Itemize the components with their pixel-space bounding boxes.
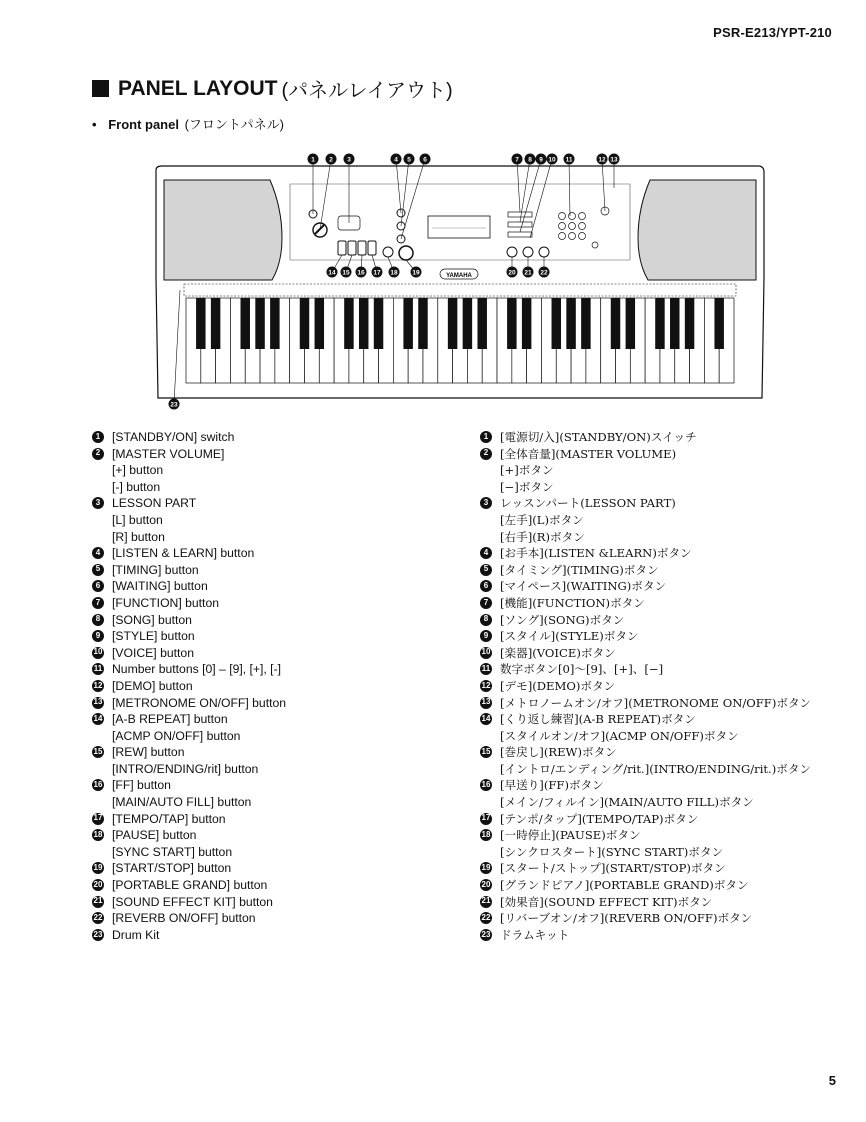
callout-number-icon: 13 [92, 697, 104, 709]
ja-item-label: [デモ](DEMO)ボタン [500, 678, 616, 693]
ja-item-subline: [イントロ/エンディング/rit.](INTRO/ENDING/rit.)ボタン [500, 761, 812, 776]
callout-number-icon: 12 [480, 680, 492, 692]
ja-item [480, 545, 850, 562]
black-key [270, 298, 279, 349]
en-item [92, 595, 462, 612]
ja-item-label: [お手本](LISTEN &LEARN)ボタン [500, 546, 692, 561]
ja-item-label: [メトロノームオン/オフ](METRONOME ON/OFF)ボタン [500, 695, 812, 710]
black-key [463, 298, 472, 349]
en-item [92, 695, 462, 712]
en-item [92, 777, 462, 794]
ja-item-label: [グランドピアノ](PORTABLE GRAND)ボタン [500, 878, 749, 893]
ja-item [480, 661, 850, 678]
callout-number-icon: 14 [92, 713, 104, 725]
black-key [655, 298, 664, 349]
ja-item-label: [スタート/ストップ](START/STOP)ボタン [500, 861, 726, 876]
en-item [92, 827, 462, 844]
callout-number-icon: 9 [480, 630, 492, 642]
black-key [566, 298, 575, 349]
ja-item-label: [一時停止](PAUSE)ボタン [500, 828, 641, 843]
black-key [581, 298, 590, 349]
section-title-jp: (パネルレイアウト) [281, 80, 453, 102]
ja-item-subline: [スタイルオン/オフ](ACMP ON/OFF)ボタン [500, 728, 739, 743]
callout-number-icon: 9 [92, 630, 104, 642]
en-item-label: [REW] button [112, 745, 185, 760]
black-key [626, 298, 635, 349]
ja-item [480, 910, 850, 927]
callout-number: 8 [528, 156, 532, 164]
ja-item [480, 777, 850, 794]
ja-item-subline: [シンクロスタート](SYNC START)ボタン [500, 844, 724, 859]
en-item-label: Number buttons [0] – [9], [+], [-] [112, 662, 282, 677]
callout-number-icon: 19 [480, 862, 492, 874]
callout-number-icon: 10 [92, 647, 104, 659]
black-key [241, 298, 250, 349]
callout-number-icon: 18 [92, 829, 104, 841]
callout-number-icon: 7 [480, 597, 492, 609]
black-key [611, 298, 620, 349]
ja-item [480, 711, 850, 728]
callout-number: 9 [539, 156, 543, 164]
callout-number-icon: 21 [480, 896, 492, 908]
callout-number-icon: 11 [92, 663, 104, 675]
black-key [374, 298, 383, 349]
en-item [92, 645, 462, 662]
en-item-subline: [+] button [112, 463, 164, 478]
ja-item [480, 628, 850, 645]
ja-item-label: [機能](FUNCTION)ボタン [500, 595, 645, 610]
en-item [92, 860, 462, 877]
callout-number-icon: 6 [480, 580, 492, 592]
callout-number-icon: 1 [480, 431, 492, 443]
black-key [255, 298, 264, 349]
callout-number: 14 [328, 269, 336, 277]
callout-number: 12 [598, 156, 606, 164]
ja-item-label: [効果音](SOUND EFFECT KIT)ボタン [500, 894, 713, 909]
callout-number-icon: 23 [480, 929, 492, 941]
callout-number-icon: 14 [480, 713, 492, 725]
ja-item-label: [楽器](VOICE)ボタン [500, 645, 616, 660]
square-bullet-icon [92, 80, 109, 97]
callout-number: 19 [412, 269, 420, 277]
en-item-label: [SONG] button [112, 612, 192, 627]
callout-number-icon: 2 [480, 448, 492, 460]
parts-list-english [92, 429, 462, 943]
ja-item [480, 927, 850, 944]
en-item [92, 661, 462, 678]
callout-number: 22 [540, 269, 548, 277]
ja-item [480, 860, 850, 877]
en-item [92, 495, 462, 512]
en-item-label: [LISTEN & LEARN] button [112, 546, 255, 561]
ja-item-label: [ソング](SONG)ボタン [500, 612, 625, 627]
en-item [92, 628, 462, 645]
black-key [522, 298, 531, 349]
callout-number-icon: 22 [92, 912, 104, 924]
callout-number-icon: 15 [92, 746, 104, 758]
page-number: 5 [828, 1073, 836, 1088]
black-key [418, 298, 427, 349]
ja-item-label: 数字ボタン[0]〜[9]、[+]、[−] [500, 662, 664, 677]
callout-number: 4 [394, 156, 398, 164]
callout-number: 7 [515, 156, 519, 164]
callout-number: 23 [170, 401, 178, 409]
ja-item-subline: [右手](R)ボタン [500, 529, 585, 544]
callout-number-icon: 22 [480, 912, 492, 924]
en-item-subline: [SYNC START] button [112, 844, 233, 859]
en-item [92, 446, 462, 463]
subsection-title [92, 114, 284, 133]
black-key [211, 298, 220, 349]
en-item [92, 429, 462, 446]
parts-list-japanese [480, 429, 850, 943]
black-key [403, 298, 412, 349]
callout-number-icon: 5 [92, 564, 104, 576]
ja-item-subline: [+]ボタン [500, 463, 554, 478]
ja-item [480, 811, 850, 828]
callout-number: 10 [548, 156, 556, 164]
callout-number-icon: 3 [480, 497, 492, 509]
ja-item-label: [早送り](FF)ボタン [500, 778, 604, 793]
en-item-label: [TIMING] button [112, 562, 199, 577]
callout-number: 1 [311, 156, 315, 164]
ja-item-label: [テンポ/タップ](TEMPO/TAP)ボタン [500, 811, 699, 826]
callout-number: 11 [565, 156, 573, 164]
callout-number-icon: 4 [480, 547, 492, 559]
ja-item [480, 562, 850, 579]
en-item-label: [PORTABLE GRAND] button [112, 878, 268, 893]
ja-item-label: [スタイル](STYLE)ボタン [500, 629, 639, 644]
callout-number-icon: 3 [92, 497, 104, 509]
en-item-label: LESSON PART [112, 496, 197, 511]
callout-number: 16 [357, 269, 365, 277]
ja-item [480, 612, 850, 629]
en-item-label: [STANDBY/ON] switch [112, 430, 235, 444]
en-item [92, 927, 462, 944]
en-item [92, 894, 462, 911]
ja-item [480, 429, 850, 446]
black-key [552, 298, 561, 349]
ja-item-label: [全体音量](MASTER VOLUME) [500, 446, 677, 461]
en-item-subline: [ACMP ON/OFF] button [112, 728, 241, 743]
black-key [300, 298, 309, 349]
callout-number-icon: 4 [92, 547, 104, 559]
black-key [344, 298, 353, 349]
black-key [507, 298, 516, 349]
en-item [92, 711, 462, 728]
en-item-label: [METRONOME ON/OFF] button [112, 695, 287, 710]
callout-number: 20 [508, 269, 516, 277]
callout-number-icon: 17 [480, 813, 492, 825]
ja-item-label: レッスンパート(LESSON PART) [500, 496, 676, 511]
callout-number-icon: 13 [480, 697, 492, 709]
en-item-label: [A-B REPEAT] button [112, 712, 228, 727]
black-key [685, 298, 694, 349]
ja-item-subline: [左手](L)ボタン [500, 512, 584, 527]
en-item [92, 744, 462, 761]
callout-number-icon: 5 [480, 564, 492, 576]
callout-number-icon: 20 [92, 879, 104, 891]
en-item [92, 910, 462, 927]
en-item-label: [FUNCTION] button [112, 595, 220, 610]
en-item [92, 811, 462, 828]
en-item-label: [MASTER VOLUME] [112, 446, 225, 461]
ja-item-subline: [メイン/フィルイン](MAIN/AUTO FILL)ボタン [500, 795, 754, 810]
ja-item [480, 446, 850, 463]
brand-logo: YAMAHA [446, 273, 472, 279]
ja-item-label: [リバーブオン/オフ](REVERB ON/OFF)ボタン [500, 911, 753, 926]
en-item [92, 578, 462, 595]
ja-item [480, 877, 850, 894]
keyboard-keys [186, 298, 734, 383]
bullet-icon: • [92, 117, 97, 132]
en-item-label: [VOICE] button [112, 645, 194, 660]
subsection-title-en: Front panel [108, 117, 179, 132]
callout-number-icon: 7 [92, 597, 104, 609]
callout-number-icon: 21 [92, 896, 104, 908]
callout-number: 3 [347, 156, 351, 164]
ja-item [480, 744, 850, 761]
callout-number-icon: 16 [480, 779, 492, 791]
ja-item [480, 827, 850, 844]
callout-number-icon: 17 [92, 813, 104, 825]
callout-number-icon: 15 [480, 746, 492, 758]
ja-item [480, 678, 850, 695]
callout-number-icon: 12 [92, 680, 104, 692]
ja-item [480, 578, 850, 595]
callout-number: 15 [342, 269, 350, 277]
en-item-subline: [INTRO/ENDING/rit] button [112, 761, 259, 776]
keyboard-front-panel-diagram [150, 148, 770, 413]
en-item-label: [REVERB ON/OFF] button [112, 911, 256, 926]
black-key [315, 298, 324, 349]
black-key [670, 298, 679, 349]
en-item [92, 562, 462, 579]
en-item-subline: [L] button [112, 512, 163, 527]
en-item [92, 545, 462, 562]
en-item-label: [TEMPO/TAP] button [112, 811, 226, 826]
callout-number: 21 [524, 269, 532, 277]
callout-number-icon: 18 [480, 829, 492, 841]
en-item-label: [STYLE] button [112, 629, 195, 644]
ja-item-label: [電源切/入](STANDBY/ON)スイッチ [500, 430, 697, 444]
ja-item-label: [くり返し練習](A-B REPEAT)ボタン [500, 712, 696, 727]
en-item-label: [DEMO] button [112, 678, 193, 693]
ja-item [480, 894, 850, 911]
ja-item-label: [タイミング](TIMING)ボタン [500, 562, 659, 577]
black-key [714, 298, 723, 349]
callout-number: 2 [329, 156, 333, 164]
en-item-label: [WAITING] button [112, 579, 208, 594]
ja-item-subline: [−]ボタン [500, 479, 554, 494]
en-item-subline: [-] button [112, 479, 161, 494]
en-item-subline: [MAIN/AUTO FILL] button [112, 795, 252, 810]
callout-number: 13 [610, 156, 618, 164]
ja-item-label: [巻戻し](REW)ボタン [500, 745, 617, 760]
ja-item [480, 645, 850, 662]
callout-number-icon: 10 [480, 647, 492, 659]
en-item [92, 877, 462, 894]
section-title [92, 74, 453, 103]
en-item [92, 612, 462, 629]
black-key [196, 298, 205, 349]
callout-number-icon: 20 [480, 879, 492, 891]
callout-number-icon: 23 [92, 929, 104, 941]
black-key [448, 298, 457, 349]
callout-number-icon: 2 [92, 448, 104, 460]
ja-item [480, 595, 850, 612]
callout-number-icon: 11 [480, 663, 492, 675]
en-item-subline: [R] button [112, 529, 165, 544]
black-key [359, 298, 368, 349]
section-title-en: PANEL LAYOUT [118, 76, 278, 100]
en-item-label: [START/STOP] button [112, 861, 232, 876]
callout-number-icon: 8 [92, 614, 104, 626]
callout-number: 18 [390, 269, 398, 277]
callout-number-icon: 6 [92, 580, 104, 592]
callout-number-icon: 19 [92, 862, 104, 874]
en-item-label: [SOUND EFFECT KIT] button [112, 894, 273, 909]
en-item-label: [FF] button [112, 778, 171, 793]
ja-item [480, 695, 850, 712]
en-item-label: [PAUSE] button [112, 828, 197, 843]
callout-number-icon: 8 [480, 614, 492, 626]
callout-number-icon: 1 [92, 431, 104, 443]
ja-item-label: ドラムキット [500, 927, 570, 942]
ja-item-label: [マイペース](WAITING)ボタン [500, 579, 667, 594]
callout-number: 5 [407, 156, 411, 164]
callout-number: 6 [423, 156, 427, 164]
black-key [477, 298, 486, 349]
callout-number: 17 [373, 269, 381, 277]
ja-item [480, 495, 850, 512]
callout-number-icon: 16 [92, 779, 104, 791]
en-item [92, 678, 462, 695]
model-number: PSR-E213/YPT-210 [713, 25, 832, 40]
en-item-label: Drum Kit [112, 927, 160, 942]
subsection-title-jp: (フロントパネル) [184, 117, 284, 132]
